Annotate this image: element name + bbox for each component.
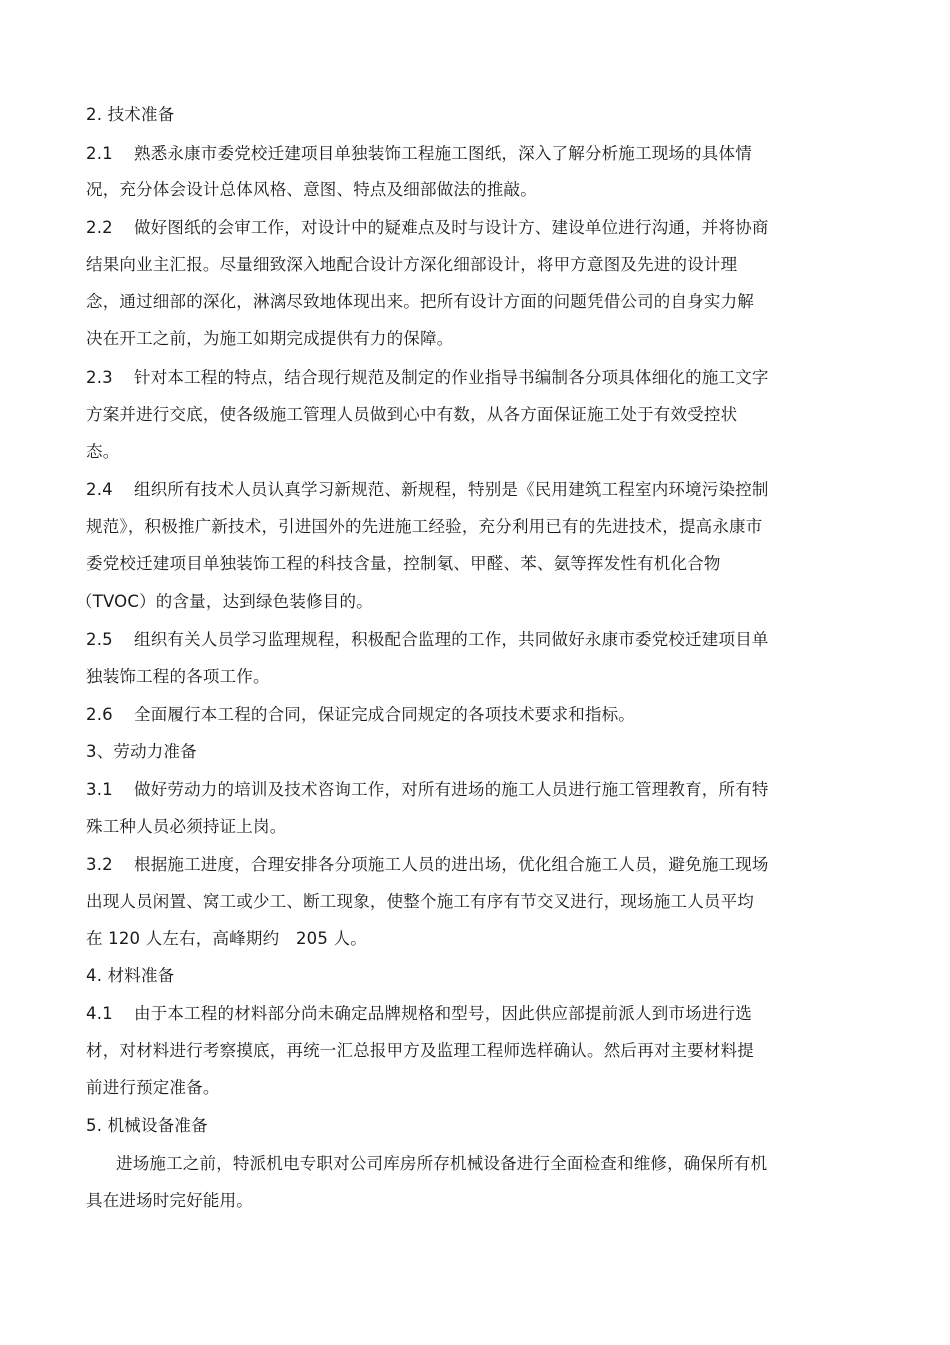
paragraph-text: 根据施工进度，合理安排各分项施工人员的进出场，优化组合施工人员，避免施工现场 bbox=[134, 855, 769, 874]
paragraph-text: 由于本工程的材料部分尚未确定品牌规格和型号，因此供应部提前派人到市场进行选 bbox=[134, 1004, 752, 1023]
item-number: 2.2 bbox=[86, 218, 113, 237]
paragraph-2-1-line-2: 况，充分体会设计总体风格、意图、特点及细部做法的推敲。 bbox=[86, 180, 537, 199]
section-heading-4: 4. 材料准备 bbox=[86, 966, 175, 985]
paragraph-5-line-2: 具在进场时完好能用。 bbox=[86, 1191, 253, 1210]
paragraph-2-6-line-1 bbox=[86, 704, 635, 726]
paragraph-5-line-1: 进场施工之前，特派机电专职对公司库房所存机械设备进行全面检查和维修，确保所有机 bbox=[116, 1154, 768, 1173]
paragraph-2-2-line-1 bbox=[86, 217, 769, 239]
paragraph-text: 熟悉永康市委党校迁建项目单独装饰工程施工图纸，深入了解分析施工现场的具体情 bbox=[134, 144, 752, 163]
section-heading-3: 3、劳动力准备 bbox=[86, 742, 197, 761]
item-number: 2.6 bbox=[86, 705, 113, 724]
paragraph-2-4-line-1 bbox=[86, 479, 769, 501]
item-number: 2.4 bbox=[86, 480, 113, 499]
paragraph-text: 针对本工程的特点，结合现行规范及制定的作业指导书编制各分项具体细化的施工文字 bbox=[134, 368, 769, 387]
item-number: 2.5 bbox=[86, 630, 113, 649]
paragraph-4-1-line-2: 材，对材料进行考察摸底，再统一汇总报甲方及监理工程师选样确认。然后再对主要材料提 bbox=[86, 1041, 754, 1060]
paragraph-3-1-line-2: 殊工种人员必须持证上岗。 bbox=[86, 817, 287, 836]
item-number: 2.3 bbox=[86, 368, 113, 387]
paragraph-2-4-line-4: （TVOC）的含量，达到绿色装修目的。 bbox=[76, 592, 373, 611]
paragraph-text: 做好劳动力的培训及技术咨询工作，对所有进场的施工人员进行施工管理教育，所有特 bbox=[134, 780, 769, 799]
paragraph-2-3-line-2: 方案并进行交底，使各级施工管理人员做到心中有数，从各方面保证施工处于有效受控状 bbox=[86, 405, 738, 424]
paragraph-2-2-line-2: 结果向业主汇报。尽量细致深入地配合设计方深化细部设计，将甲方意图及先进的设计理 bbox=[86, 255, 738, 274]
paragraph-text: 组织有关人员学习监理规程，积极配合监理的工作，共同做好永康市委党校迁建项目单 bbox=[134, 630, 769, 649]
paragraph-3-2-line-2: 出现人员闲置、窝工或少工、断工现象，使整个施工有序有节交叉进行，现场施工人员平均 bbox=[86, 892, 754, 911]
paragraph-2-3-line-3: 态。 bbox=[86, 442, 120, 461]
paragraph-2-5-line-1 bbox=[86, 629, 769, 651]
section-heading-5: 5. 机械设备准备 bbox=[86, 1116, 208, 1135]
paragraph-3-2-line-1 bbox=[86, 854, 769, 876]
item-number: 3.2 bbox=[86, 855, 113, 874]
item-number: 2.1 bbox=[86, 144, 113, 163]
paragraph-text: 全面履行本工程的合同，保证完成合同规定的各项技术要求和指标。 bbox=[134, 705, 635, 724]
paragraph-2-2-line-3: 念，通过细部的深化，淋漓尽致地体现出来。把所有设计方面的问题凭借公司的自身实力解 bbox=[86, 292, 754, 311]
paragraph-2-5-line-2: 独装饰工程的各项工作。 bbox=[86, 667, 270, 686]
paragraph-4-1-line-1 bbox=[86, 1003, 752, 1025]
item-number: 4.1 bbox=[86, 1004, 113, 1023]
paragraph-2-1-line-1 bbox=[86, 143, 752, 165]
item-number: 3.1 bbox=[86, 780, 113, 799]
paragraph-3-2-line-3: 在 120 人左右，高峰期约 205 人。 bbox=[86, 929, 367, 948]
paragraph-2-2-line-4: 决在开工之前，为施工如期完成提供有力的保障。 bbox=[86, 329, 454, 348]
paragraph-3-1-line-1 bbox=[86, 779, 769, 801]
paragraph-2-4-line-2: 规范》，积极推广新技术，引进国外的先进施工经验，充分利用已有的先进技术，提高永康市 bbox=[86, 517, 763, 536]
paragraph-text: 组织所有技术人员认真学习新规范、新规程，特别是《民用建筑工程室内环境污染控制 bbox=[134, 480, 769, 499]
paragraph-text: 做好图纸的会审工作，对设计中的疑难点及时与设计方、建设单位进行沟通，并将协商 bbox=[134, 218, 769, 237]
section-heading-2: 2. 技术准备 bbox=[86, 105, 175, 124]
paragraph-2-3-line-1 bbox=[86, 367, 769, 389]
paragraph-2-4-line-3: 委党校迁建项目单独装饰工程的科技含量，控制氡、甲醛、苯、氨等挥发性有机化合物 bbox=[86, 554, 721, 573]
paragraph-4-1-line-3: 前进行预定准备。 bbox=[86, 1078, 220, 1097]
